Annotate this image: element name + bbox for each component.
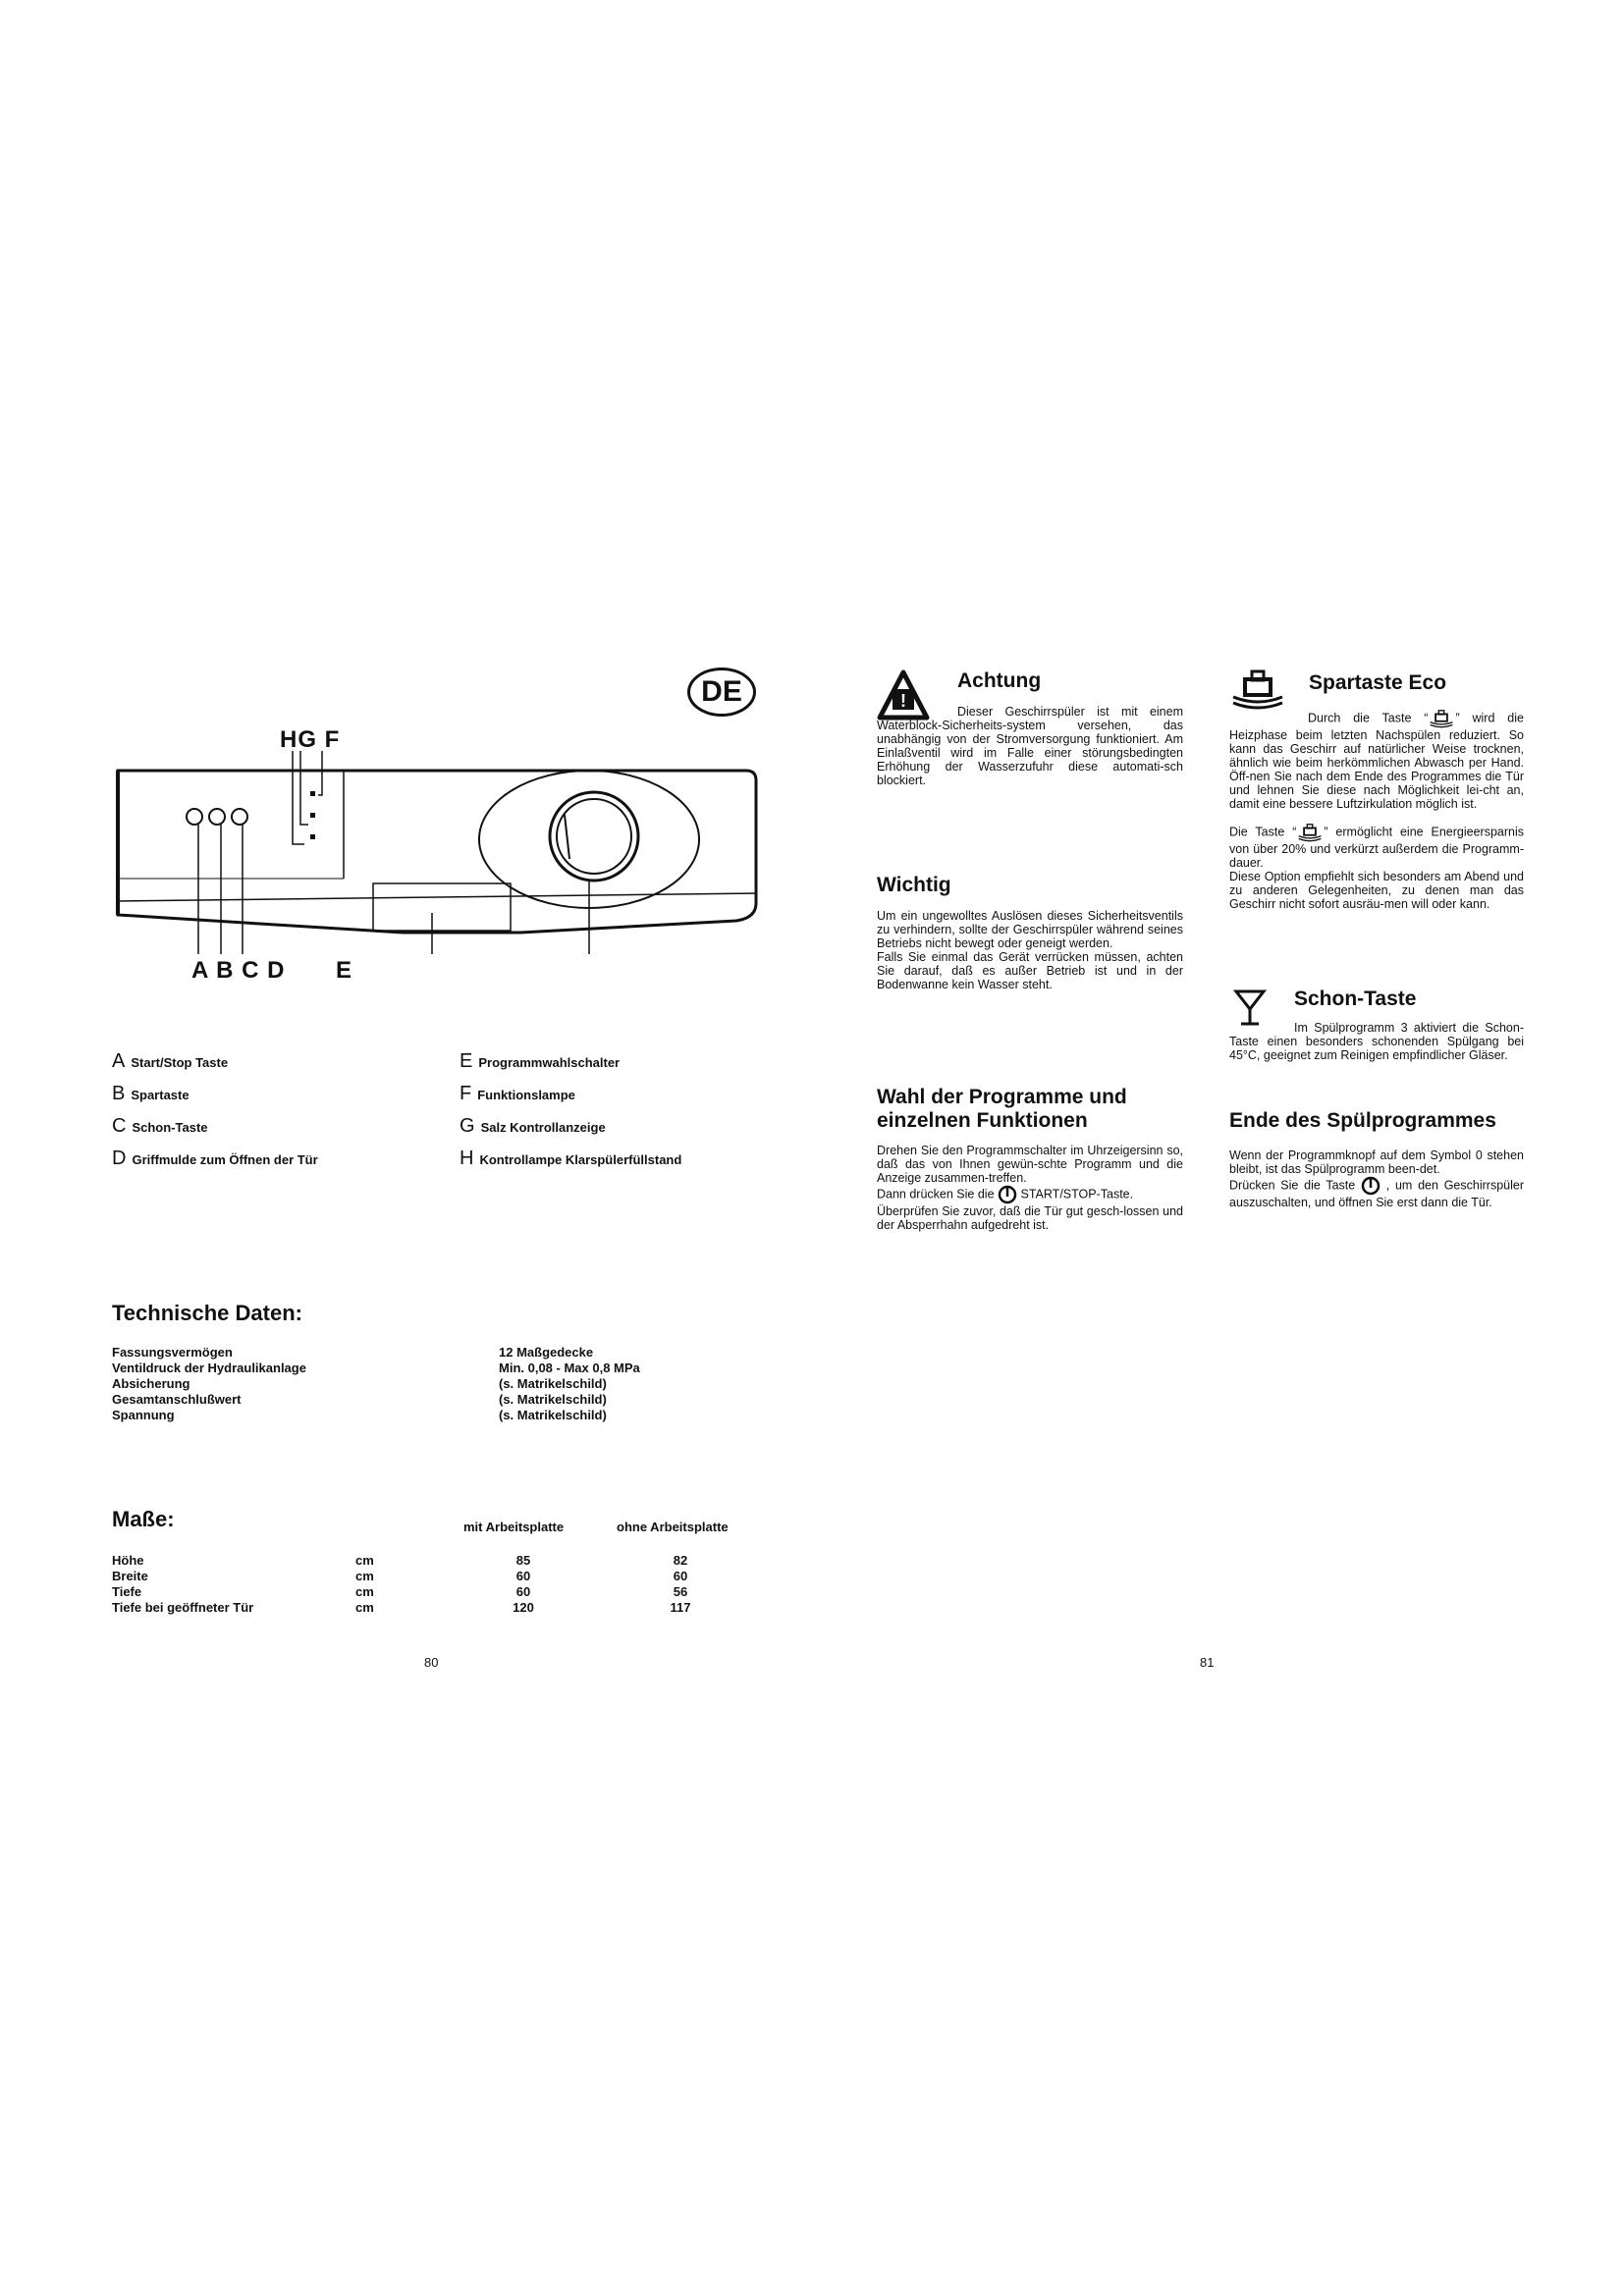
legend-item: H Kontrollampe Klarspülerfüllstand [460,1148,682,1169]
masse-col-mit: mit Arbeitsplatte [463,1520,565,1534]
ende-text [1229,1148,1524,1209]
tech-labels [112,1345,406,1423]
wichtig-paragraph: Falls Sie einmal das Gerät verrücken müssen, achten Sie darauf, daß es außer Betrieb ist und in der Bodenwanne kein Wasser steht. [877,950,1183,991]
tech-values [499,1345,754,1423]
page-number-left: 80 [424,1655,439,1670]
masse-units [355,1553,395,1616]
masse-title: Maße: [112,1507,175,1531]
ende-text-post: , um den Geschirrspüler auszuschalten, und öffnen Sie erst dann die Tür. [1229,1178,1524,1209]
spartaste-paragraph: Diese Option empfiehlt sich besonders am Abend und zu anderen Gelegenheiten, zu denen man das Geschirr nicht sofort ausräu-men will oder kann. [1229,870,1524,911]
tech-label: Absicherung [112,1376,190,1391]
masse-unit: cm [355,1600,374,1615]
masse-labels [112,1553,367,1616]
wahl-title [877,1086,1127,1133]
schon-title: Schon-Taste [1294,988,1417,1010]
wahl-title-line: einzelnen Funktionen [877,1109,1088,1132]
diagram-label-e: E [336,957,353,984]
eco-dish-icon [1296,823,1324,842]
power-icon [1361,1176,1380,1196]
eco-dish-icon [1229,667,1286,711]
legend-left [112,1050,485,1180]
wichtig-title: Wichtig [877,874,951,896]
masse-ohne-value: 60 [673,1569,688,1583]
eco-dish-icon [1428,709,1455,728]
legend-item: F Funktionslampe [460,1083,575,1104]
language-badge: DE [687,667,756,717]
spartaste-text [1229,709,1524,911]
masse-col-ohne: ohne Arbeitsplatte [617,1520,729,1534]
tech-label: Ventildruck der Hydraulikanlage [112,1361,306,1375]
tech-value: (s. Matrikelschild) [499,1392,607,1407]
legend-item: B Spartaste [112,1083,189,1104]
legend-item: D Griffmulde zum Öffnen der Tür [112,1148,318,1169]
legend-item: A Start/Stop Taste [112,1050,229,1072]
masse-label: Höhe [112,1553,144,1568]
wahl-text-pre: Dann drücken Sie die [877,1187,995,1201]
tech-value: 12 Maßgedecke [499,1345,594,1360]
masse-label: Tiefe [112,1584,142,1599]
masse-mit-value: 60 [515,1584,531,1599]
ende-paragraph: Wenn der Programmknopf auf dem Symbol 0 stehen bleibt, ist das Spülprogramm been-det. [1229,1148,1524,1176]
tech-value: Min. 0,08 - Max 0,8 MPa [499,1361,640,1375]
achtung-title: Achtung [957,669,1042,692]
wichtig-text [877,909,1183,991]
wahl-text [877,1144,1183,1232]
control-panel-diagram [108,746,766,972]
tech-label: Gesamtanschlußwert [112,1392,242,1407]
masse-label: Breite [112,1569,148,1583]
tech-value: (s. Matrikelschild) [499,1376,607,1391]
masse-ohne-values [656,1553,705,1616]
wahl-paragraph [877,1185,1183,1204]
ende-paragraph [1229,1176,1524,1209]
spartaste-text-pre: Die Taste “ [1229,825,1297,839]
wahl-text-post: START/STOP-Taste. [1020,1187,1134,1201]
diagram-label-hgf: HG F [280,726,341,753]
achtung-text: Dieser Geschirrspüler ist mit einem Waterblock-Sicherheits-system versehen, das unabhängig von der Stromversorgung funktioniert. Am Einlaßventil wird im Falle einer störungsbedingten Erhöhung der Wasserzufuhr diese automati-sch blockiert. [877,705,1183,787]
wichtig-paragraph: Um ein ungewolltes Auslösen dieses Sicherheitsventils zu verhindern, sollte der Geschirrspüler während seines Betriebs nicht bewegt oder geneigt werden. [877,909,1183,950]
power-icon [998,1185,1017,1204]
spartaste-paragraph [1229,709,1524,811]
legend-item: C Schon-Taste [112,1115,208,1137]
spartaste-title: Spartaste Eco [1309,671,1447,694]
masse-mit-value: 85 [515,1553,531,1568]
tech-title: Technische Daten: [112,1301,302,1325]
masse-mit-value: 120 [513,1600,534,1615]
spartaste-text-post: ” wird die Heizphase beim letzten Nachspülen reduziert. So kann das Geschirr auf natürlicher Weise trocknen, ähnlich wie beim herkömmlichen Abwasch per Hand. Öff-nen Sie nach dem Ende des Programmes die Tür und lehnen Sie diese nach Möglichkeit lei-cht an, damit eine bessere Luftzirkulation möglich ist. [1229,711,1524,811]
masse-label: Tiefe bei geöffneter Tür [112,1600,254,1615]
masse-ohne-value: 117 [670,1600,691,1615]
masse-unit: cm [355,1553,374,1568]
masse-ohne-value: 56 [673,1584,688,1599]
svg-text:!: ! [900,691,906,711]
ende-text-pre: Drücken Sie die Taste [1229,1178,1356,1193]
spartaste-paragraph [1229,823,1524,870]
wahl-paragraph: Drehen Sie den Programmschalter im Uhrzeigersinn so, daß das von Ihnen gewün-schte Programm und die Anzeige zusammen-treffen. [877,1144,1183,1185]
ende-title: Ende des Spülprogrammes [1229,1109,1496,1132]
legend-item: E Programmwahlschalter [460,1050,621,1072]
legend-right [460,1050,813,1180]
masse-mit-values [499,1553,548,1616]
legend-item: G Salz Kontrollanzeige [460,1115,606,1137]
spartaste-text-pre: Durch die Taste “ [1308,711,1429,725]
tech-label: Spannung [112,1408,175,1422]
masse-unit: cm [355,1584,374,1599]
page-number-right: 81 [1200,1655,1215,1670]
spartaste-text-post: ” ermöglicht eine Energieersparnis von über 20% und verkürzt außerdem die Programm-dauer. [1229,825,1524,870]
masse-unit: cm [355,1569,374,1583]
masse-ohne-value: 82 [673,1553,688,1568]
masse-mit-value: 60 [515,1569,531,1583]
schon-text: Im Spülprogramm 3 aktiviert die Schon-Taste einen besonders schonenden Spülgang bei 45°C, geeignet zum Reinigen empfindlicher Gläser. [1229,1021,1524,1062]
wahl-title-line: Wahl der Programme und [877,1086,1127,1108]
tech-label: Fassungsvermögen [112,1345,233,1360]
tech-value: (s. Matrikelschild) [499,1408,607,1422]
wahl-paragraph: Überprüfen Sie zuvor, daß die Tür gut gesch-lossen und der Absperrhahn aufgedreht ist. [877,1204,1183,1232]
diagram-label-abcd: A B C D [191,957,286,984]
